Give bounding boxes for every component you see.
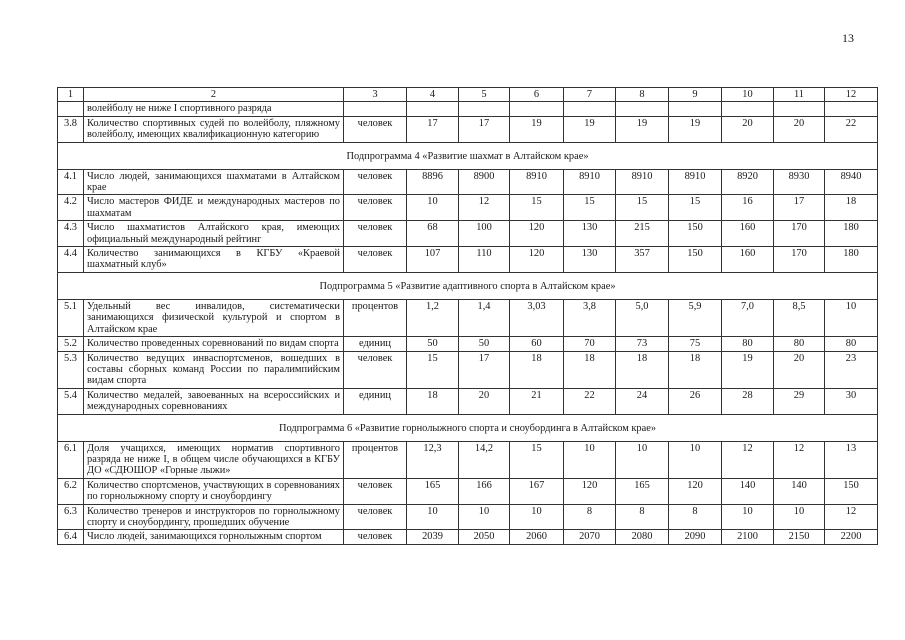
value-cell: 8 xyxy=(669,504,722,530)
value-cell: 12 xyxy=(774,441,825,478)
value-cell: 19 xyxy=(510,116,564,142)
table-row xyxy=(58,116,878,142)
value-cell: 13 xyxy=(825,441,878,478)
row-number: 6.2 xyxy=(58,478,84,504)
value-cell: 180 xyxy=(825,247,878,273)
value-cell xyxy=(510,102,564,116)
value-cell: 8910 xyxy=(510,169,564,195)
row-number: 3.8 xyxy=(58,116,84,142)
value-cell: 215 xyxy=(616,221,669,247)
table-row xyxy=(58,169,878,195)
value-cell: 2080 xyxy=(616,530,669,544)
value-cell: 110 xyxy=(459,247,510,273)
row-number: 4.3 xyxy=(58,221,84,247)
row-number: 5.4 xyxy=(58,388,84,414)
value-cell: 16 xyxy=(722,195,774,221)
indicator-name: Количество спортсменов, участвующих в соревнованиях по горнолыжному спорту и сноубордингу xyxy=(84,478,344,504)
table-row xyxy=(58,337,878,351)
value-cell: 2090 xyxy=(669,530,722,544)
unit-cell: процентов xyxy=(344,299,407,336)
value-cell: 21 xyxy=(510,388,564,414)
value-cell: 10 xyxy=(722,504,774,530)
value-cell: 17 xyxy=(774,195,825,221)
unit-cell: человек xyxy=(344,530,407,544)
unit-cell: человек xyxy=(344,504,407,530)
value-cell: 10 xyxy=(510,504,564,530)
subprogram-title: Подпрограмма 5 «Развитие адаптивного спорта в Алтайском крае» xyxy=(58,272,878,299)
indicator-name: Количество медалей, завоеванных на всероссийских и международных соревнованиях xyxy=(84,388,344,414)
value-cell: 150 xyxy=(669,221,722,247)
value-cell: 24 xyxy=(616,388,669,414)
table-row xyxy=(58,221,878,247)
value-cell: 12,3 xyxy=(407,441,459,478)
value-cell: 3,03 xyxy=(510,299,564,336)
header-cell: 2 xyxy=(84,88,344,102)
value-cell: 15 xyxy=(616,195,669,221)
value-cell: 50 xyxy=(407,337,459,351)
row-number: 4.1 xyxy=(58,169,84,195)
table-row xyxy=(58,530,878,544)
indicators-table xyxy=(57,87,878,545)
subprogram-title: Подпрограмма 4 «Развитие шахмат в Алтайском крае» xyxy=(58,142,878,169)
value-cell: 120 xyxy=(669,478,722,504)
indicator-name: волейболу не ниже I спортивного разряда xyxy=(84,102,344,116)
unit-cell: человек xyxy=(344,351,407,388)
row-number: 4.4 xyxy=(58,247,84,273)
value-cell xyxy=(564,102,616,116)
header-cell: 7 xyxy=(564,88,616,102)
value-cell: 3,8 xyxy=(564,299,616,336)
subprogram-row xyxy=(58,142,878,169)
table-row xyxy=(58,195,878,221)
value-cell: 80 xyxy=(825,337,878,351)
value-cell: 120 xyxy=(564,478,616,504)
value-cell: 12 xyxy=(459,195,510,221)
value-cell: 8896 xyxy=(407,169,459,195)
value-cell: 14,2 xyxy=(459,441,510,478)
value-cell: 170 xyxy=(774,221,825,247)
value-cell: 80 xyxy=(722,337,774,351)
value-cell: 8 xyxy=(616,504,669,530)
indicator-name: Количество ведущих инвaспортсменов, вошедших в составы сборных команд России по паралимпийским видам спорта xyxy=(84,351,344,388)
value-cell: 18 xyxy=(616,351,669,388)
value-cell: 19 xyxy=(616,116,669,142)
unit-cell xyxy=(344,102,407,116)
row-number: 5.1 xyxy=(58,299,84,336)
row-number: 5.3 xyxy=(58,351,84,388)
header-cell: 8 xyxy=(616,88,669,102)
table-row xyxy=(58,247,878,273)
value-cell: 180 xyxy=(825,221,878,247)
value-cell: 10 xyxy=(407,195,459,221)
indicator-name: Число мастеров ФИДЕ и международных мастеров по шахматам xyxy=(84,195,344,221)
subprogram-row xyxy=(58,272,878,299)
value-cell: 167 xyxy=(510,478,564,504)
row-number: 6.3 xyxy=(58,504,84,530)
row-number: 5.2 xyxy=(58,337,84,351)
indicator-name: Количество занимающихся в КГБУ «Краевой шахматный клуб» xyxy=(84,247,344,273)
value-cell: 2050 xyxy=(459,530,510,544)
value-cell: 170 xyxy=(774,247,825,273)
value-cell: 2060 xyxy=(510,530,564,544)
value-cell: 12 xyxy=(825,504,878,530)
value-cell: 10 xyxy=(407,504,459,530)
value-cell: 1,2 xyxy=(407,299,459,336)
value-cell: 2100 xyxy=(722,530,774,544)
header-cell: 4 xyxy=(407,88,459,102)
value-cell: 140 xyxy=(774,478,825,504)
value-cell: 2070 xyxy=(564,530,616,544)
value-cell: 165 xyxy=(616,478,669,504)
table-row xyxy=(58,299,878,336)
value-cell: 50 xyxy=(459,337,510,351)
value-cell: 8910 xyxy=(669,169,722,195)
value-cell: 20 xyxy=(722,116,774,142)
header-row xyxy=(58,88,878,102)
value-cell xyxy=(616,102,669,116)
value-cell: 18 xyxy=(510,351,564,388)
header-cell: 1 xyxy=(58,88,84,102)
value-cell: 357 xyxy=(616,247,669,273)
value-cell: 19 xyxy=(564,116,616,142)
value-cell: 18 xyxy=(407,388,459,414)
value-cell: 80 xyxy=(774,337,825,351)
value-cell: 23 xyxy=(825,351,878,388)
value-cell: 8900 xyxy=(459,169,510,195)
value-cell: 7,0 xyxy=(722,299,774,336)
value-cell: 8910 xyxy=(564,169,616,195)
value-cell: 10 xyxy=(564,441,616,478)
table-row xyxy=(58,441,878,478)
value-cell: 26 xyxy=(669,388,722,414)
unit-cell: человек xyxy=(344,169,407,195)
value-cell xyxy=(774,102,825,116)
indicator-name: Число людей, занимающихся горнолыжным спортом xyxy=(84,530,344,544)
header-cell: 11 xyxy=(774,88,825,102)
value-cell: 19 xyxy=(669,116,722,142)
value-cell: 1,4 xyxy=(459,299,510,336)
value-cell: 15 xyxy=(564,195,616,221)
unit-cell: человек xyxy=(344,195,407,221)
value-cell: 75 xyxy=(669,337,722,351)
subprogram-row xyxy=(58,414,878,441)
value-cell: 8920 xyxy=(722,169,774,195)
value-cell: 10 xyxy=(669,441,722,478)
value-cell: 150 xyxy=(669,247,722,273)
table-row xyxy=(58,388,878,414)
value-cell: 160 xyxy=(722,221,774,247)
value-cell xyxy=(407,102,459,116)
value-cell: 107 xyxy=(407,247,459,273)
value-cell: 20 xyxy=(459,388,510,414)
value-cell: 2150 xyxy=(774,530,825,544)
value-cell: 22 xyxy=(564,388,616,414)
value-cell: 5,9 xyxy=(669,299,722,336)
value-cell: 2200 xyxy=(825,530,878,544)
value-cell: 10 xyxy=(774,504,825,530)
header-cell: 9 xyxy=(669,88,722,102)
table-row xyxy=(58,478,878,504)
row-number: 6.1 xyxy=(58,441,84,478)
indicator-name: Количество проведенных соревнований по видам спорта xyxy=(84,337,344,351)
unit-cell: процентов xyxy=(344,441,407,478)
indicator-name: Количество спортивных судей по волейболу, пляжному волейболу, имеющих квалификационную категорию xyxy=(84,116,344,142)
value-cell: 10 xyxy=(616,441,669,478)
value-cell: 10 xyxy=(459,504,510,530)
value-cell: 17 xyxy=(407,116,459,142)
value-cell: 18 xyxy=(564,351,616,388)
value-cell: 165 xyxy=(407,478,459,504)
value-cell: 19 xyxy=(722,351,774,388)
value-cell: 130 xyxy=(564,247,616,273)
value-cell: 22 xyxy=(825,116,878,142)
indicator-name: Доля учащихся, имеющих норматив спортивного разряда не ниже I, в общем числе обучающихся в КГБУ ДО «СДЮШОР «Горные лыжи» xyxy=(84,441,344,478)
value-cell: 130 xyxy=(564,221,616,247)
unit-cell: человек xyxy=(344,247,407,273)
value-cell: 30 xyxy=(825,388,878,414)
value-cell: 28 xyxy=(722,388,774,414)
table-row xyxy=(58,504,878,530)
value-cell xyxy=(459,102,510,116)
value-cell: 60 xyxy=(510,337,564,351)
value-cell: 8910 xyxy=(616,169,669,195)
value-cell: 8940 xyxy=(825,169,878,195)
value-cell xyxy=(722,102,774,116)
value-cell: 68 xyxy=(407,221,459,247)
header-cell: 5 xyxy=(459,88,510,102)
indicator-name: Количество тренеров и инструкторов по горнолыжному спорту и сноубордингу, прошедших обучение xyxy=(84,504,344,530)
row-number: 6.4 xyxy=(58,530,84,544)
value-cell: 5,0 xyxy=(616,299,669,336)
value-cell xyxy=(825,102,878,116)
value-cell: 160 xyxy=(722,247,774,273)
unit-cell: человек xyxy=(344,116,407,142)
value-cell: 8 xyxy=(564,504,616,530)
value-cell: 73 xyxy=(616,337,669,351)
value-cell: 8930 xyxy=(774,169,825,195)
value-cell: 12 xyxy=(722,441,774,478)
value-cell: 150 xyxy=(825,478,878,504)
value-cell: 17 xyxy=(459,351,510,388)
header-cell: 10 xyxy=(722,88,774,102)
value-cell: 15 xyxy=(510,441,564,478)
value-cell: 17 xyxy=(459,116,510,142)
indicator-name: Удельный вес инвалидов, систематически занимающихся физической культурой и спортом в Алтайском крае xyxy=(84,299,344,336)
value-cell: 10 xyxy=(825,299,878,336)
indicator-name: Число шахматистов Алтайского края, имеющих официальный международный рейтинг xyxy=(84,221,344,247)
value-cell: 8,5 xyxy=(774,299,825,336)
value-cell: 166 xyxy=(459,478,510,504)
header-cell: 3 xyxy=(344,88,407,102)
value-cell: 120 xyxy=(510,221,564,247)
unit-cell: человек xyxy=(344,478,407,504)
value-cell: 100 xyxy=(459,221,510,247)
value-cell: 140 xyxy=(722,478,774,504)
row-number: 4.2 xyxy=(58,195,84,221)
value-cell: 20 xyxy=(774,351,825,388)
table-row xyxy=(58,351,878,388)
indicator-name: Число людей, занимающихся шахматами в Алтайском крае xyxy=(84,169,344,195)
value-cell: 15 xyxy=(407,351,459,388)
header-cell: 6 xyxy=(510,88,564,102)
value-cell: 2039 xyxy=(407,530,459,544)
unit-cell: единиц xyxy=(344,337,407,351)
value-cell: 20 xyxy=(774,116,825,142)
value-cell: 120 xyxy=(510,247,564,273)
value-cell: 70 xyxy=(564,337,616,351)
value-cell xyxy=(669,102,722,116)
value-cell: 18 xyxy=(825,195,878,221)
row-number xyxy=(58,102,84,116)
header-cell: 12 xyxy=(825,88,878,102)
unit-cell: единиц xyxy=(344,388,407,414)
value-cell: 15 xyxy=(669,195,722,221)
subprogram-title: Подпрограмма 6 «Развитие горнолыжного спорта и сноубординга в Алтайском крае» xyxy=(58,414,878,441)
table-row xyxy=(58,102,878,116)
unit-cell: человек xyxy=(344,221,407,247)
value-cell: 15 xyxy=(510,195,564,221)
value-cell: 29 xyxy=(774,388,825,414)
page-number: 13 xyxy=(842,31,854,45)
value-cell: 18 xyxy=(669,351,722,388)
